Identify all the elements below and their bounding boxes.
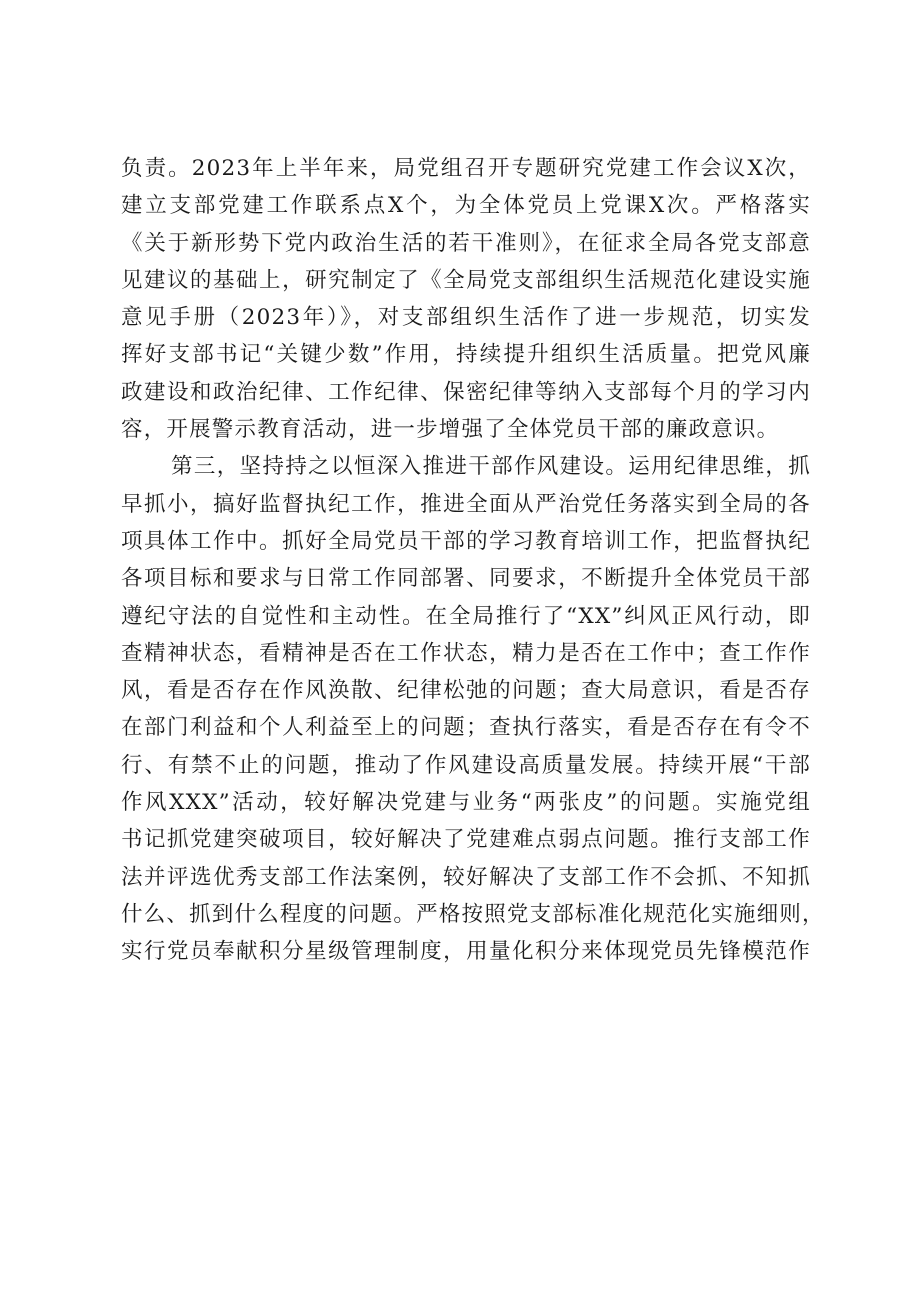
text-line: 《关于新形势下党内政治生活的若干准则》，在征求全局各党支部意: [121, 230, 811, 256]
paragraph-2: [121, 448, 825, 970]
text-line: 负责。2023年上半年来，局党组召开专题研究党建工作会议X次，: [121, 156, 811, 181]
text-line: 遵纪守法的自觉性和主动性。在全局推行了“XX”纠风正风行动，即: [121, 603, 811, 629]
text-line: 建立支部党建工作联系点X个，为全体党员上党课X次。严格落实: [121, 193, 811, 219]
text-line: 查精神状态，看精神是否在工作状态，精力是否在工作中；查工作作: [121, 640, 811, 666]
text-line: 挥好支部书记“关键少数”作用，持续提升组织生活质量。把党风廉: [121, 342, 811, 368]
text-line: 什么、抓到什么程度的问题。严格按照党支部标准化规范化实施细则，: [121, 901, 825, 927]
text-line: 第三，坚持持之以恒深入推进干部作风建设。运用纪律思维，抓: [171, 454, 811, 480]
paragraph-1: [121, 150, 811, 448]
document-body: [121, 150, 825, 971]
text-line: 各项目标和要求与日常工作同部署、同要求，不断提升全体党员干部: [121, 566, 811, 592]
text-line: 作风XXX”活动，较好解决党建与业务“两张皮”的问题。实施党组: [121, 790, 811, 816]
text-line: 行、有禁不止的问题，推动了作风建设高质量发展。持续开展“干部: [121, 752, 811, 778]
text-line: 见建议的基础上，研究制定了《全局党支部组织生活规范化建设实施: [121, 267, 811, 293]
text-line: 意见手册（2023年）》，对支部组织生活作了进一步规范，切实发: [121, 305, 811, 331]
text-line: 早抓小，搞好监督执纪工作，推进全面从严治党任务落实到全局的各: [121, 491, 811, 517]
text-line: 在部门利益和个人利益至上的问题；查执行落实，看是否存在有令不: [121, 715, 811, 741]
text-line: 项具体工作中。抓好全局党员干部的学习教育培训工作，把监督执纪: [121, 528, 811, 554]
text-line: 容，开展警示教育活动，进一步增强了全体党员干部的廉政意识。: [121, 417, 780, 443]
text-line: 法并评选优秀支部工作法案例，较好解决了支部工作不会抓、不知抓: [121, 864, 811, 890]
text-line: 实行党员奉献积分星级管理制度，用量化积分来体现党员先锋模范作: [121, 939, 811, 965]
text-line: 风，看是否存在作风涣散、纪律松弛的问题；查大局意识，看是否存: [121, 678, 811, 704]
text-line: 书记抓党建突破项目，较好解决了党建难点弱点问题。推行支部工作: [121, 827, 811, 853]
text-line: 政建设和政治纪律、工作纪律、保密纪律等纳入支部每个月的学习内: [121, 379, 811, 405]
